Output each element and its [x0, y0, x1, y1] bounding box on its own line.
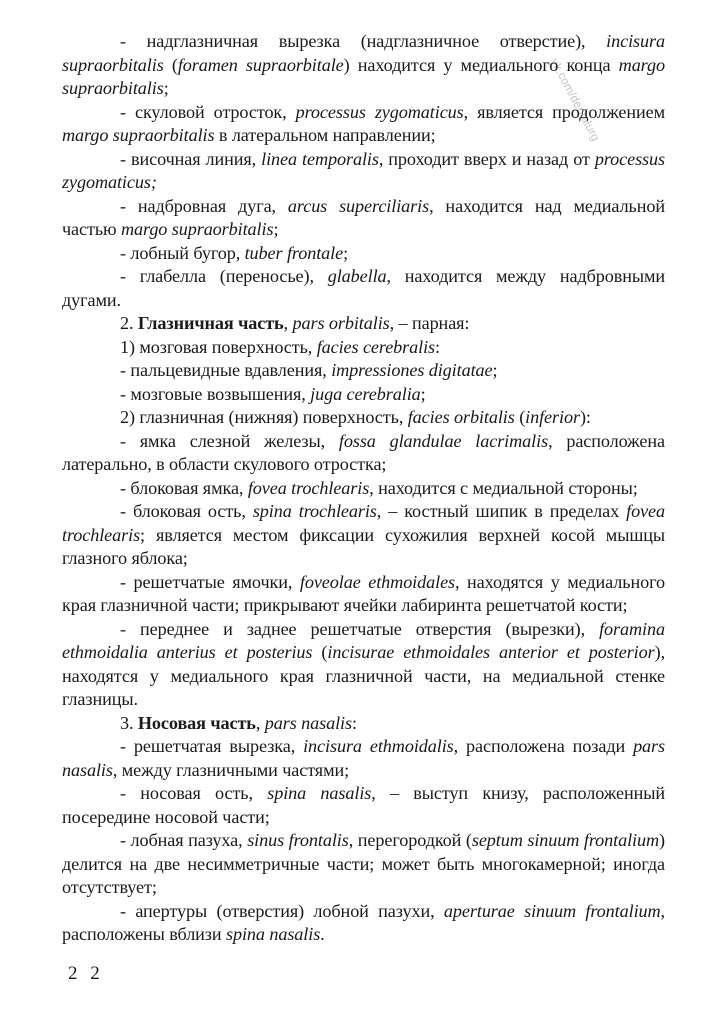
watermark: vk.com/dentalurg	[547, 56, 603, 144]
text-run: - скуловой отросток,	[120, 101, 296, 122]
paragraph	[62, 195, 665, 242]
text-run: , – костный шипик в пределах	[376, 501, 627, 521]
text-run: ;	[163, 78, 169, 98]
body-text	[62, 30, 665, 947]
paragraph	[62, 383, 665, 407]
latin-term: foramen supraorbitale	[177, 54, 344, 75]
text-run: .	[320, 924, 325, 944]
paragraph	[62, 477, 665, 501]
latin-term: spina nasalis	[267, 783, 372, 803]
paragraph	[62, 30, 665, 101]
text-run: - блоковая ямка,	[120, 477, 248, 498]
text-run: , является продолжением	[463, 101, 665, 122]
text-run: - глабелла (переносье),	[120, 266, 328, 286]
latin-term: septum sinuum frontalium	[471, 830, 660, 850]
text-run: - надбровная дуга,	[120, 195, 288, 216]
text-run: 2.	[120, 313, 138, 333]
paragraph	[62, 406, 665, 430]
text-run: - мозговые возвышения,	[120, 383, 311, 404]
text-run: ;	[343, 242, 349, 263]
text-run: - лобный бугор,	[120, 242, 245, 263]
text-run: - решетчатые ямочки,	[120, 571, 300, 592]
latin-term: glabella	[327, 266, 387, 286]
latin-term: foramina ethmoidalia anterius et posterius	[62, 618, 665, 662]
latin-term: spina trochlearis	[252, 501, 377, 521]
text-run: - лобная пазуха,	[120, 830, 248, 850]
latin-term: margo supraorbitalis	[62, 54, 665, 98]
text-run: :	[435, 336, 440, 357]
text-run: , находятся у медиального края глазничной части; прикрывают ячейки лабиринта решетчатой кости;	[62, 571, 665, 615]
text-run: - апертуры (отверстия) лобной пазухи,	[120, 900, 444, 921]
text-run: - носовая ость,	[120, 783, 268, 803]
latin-term: tuber frontale	[244, 242, 344, 263]
section-heading: Носовая часть	[137, 712, 256, 733]
paragraph	[62, 735, 665, 782]
latin-term: fovea trochlearis	[247, 477, 370, 498]
text-run: , расположена позади	[453, 736, 634, 756]
paragraph	[62, 312, 665, 336]
text-run: ), находятся у медиального края глазничной части, на медиальной стенке глазницы.	[62, 642, 666, 709]
text-run: , – выступ книзу, расположенный посередине носовой части;	[62, 783, 665, 827]
latin-term: sinus frontalis	[247, 830, 349, 850]
latin-term: incisura ethmoidalis	[303, 736, 454, 756]
text-run: ; является местом фиксации сухожилия верхней косой мышцы глазного яблока;	[62, 524, 665, 568]
paragraph	[62, 359, 665, 383]
text-run: ) делится на две несимметричные части; может быть многокамерной; иногда отсутствует;	[62, 830, 665, 897]
latin-term: margo supraorbitalis	[62, 125, 215, 145]
paragraph	[62, 571, 665, 618]
paragraph	[62, 500, 665, 571]
paragraph	[62, 148, 665, 195]
paragraph	[62, 900, 665, 947]
paragraph	[62, 829, 665, 900]
text-run: , расположены вблизи	[62, 900, 665, 944]
latin-term: fossa glandulae lacrimalis	[338, 430, 549, 451]
text-run: ,	[283, 313, 293, 333]
paragraph	[62, 242, 665, 266]
text-run: , расположена латерально, в области скулового отростка;	[62, 430, 665, 474]
paragraph	[62, 712, 665, 736]
latin-term: pars nasalis	[62, 736, 666, 780]
latin-term: margo supraorbitalis	[120, 219, 274, 239]
paragraph	[62, 265, 665, 312]
text-run: 3.	[120, 712, 138, 733]
paragraph	[62, 430, 665, 477]
latin-term: impressiones digitatae	[331, 360, 493, 380]
section-heading: Глазничная часть	[137, 313, 284, 333]
text-run: 2) глазничная (нижняя) поверхность,	[120, 407, 408, 427]
text-run: , находится над медиальной частью	[62, 195, 665, 239]
text-run: , между глазничными частями;	[112, 759, 350, 780]
text-run: - надглазничная вырезка (надглазничное отверстие),	[120, 31, 607, 51]
latin-term: incisurae ethmoidales anterior et posterior	[327, 642, 655, 662]
text-run: (	[163, 54, 178, 75]
text-run: , проходит вверх и назад от	[378, 148, 595, 169]
paragraph	[62, 782, 665, 829]
text-run: ):	[579, 407, 591, 427]
text-run: - пальцевидные вдавления,	[120, 360, 332, 380]
latin-term: facies orbitalis	[407, 407, 515, 427]
text-run: - блоковая ость,	[120, 501, 253, 521]
text-run: - решетчатая вырезка,	[120, 736, 304, 756]
text-run: 1) мозговая поверхность,	[120, 336, 317, 357]
text-run: - переднее и заднее решетчатые отверстия (вырезки),	[120, 618, 600, 639]
paragraph	[62, 618, 665, 712]
latin-term: juga cerebralia	[310, 383, 421, 404]
paragraph	[62, 336, 665, 360]
text-run: , находится между надбровными дугами.	[62, 266, 665, 310]
latin-term: aperturae sinuum frontalium	[443, 900, 661, 921]
latin-term: pars orbitalis	[292, 313, 390, 333]
latin-term: linea temporalis	[261, 148, 379, 169]
latin-term: inferior	[525, 407, 580, 427]
text-run: ;	[420, 383, 426, 404]
latin-term: fovea trochlearis	[62, 501, 666, 545]
text-run: , находится с медиальной стороны;	[369, 477, 638, 498]
latin-term: spina nasalis	[225, 924, 321, 944]
text-run: (	[312, 642, 328, 662]
latin-term: processus zygomaticus;	[62, 148, 665, 192]
text-run: ;	[273, 219, 279, 239]
page-number: 2 2	[68, 963, 104, 984]
text-run: , перегородкой (	[348, 830, 472, 850]
paragraph	[62, 101, 665, 148]
text-run: - височная линия,	[120, 148, 262, 169]
latin-term: processus zygomaticus	[295, 101, 464, 122]
text-run: (	[514, 407, 526, 427]
text-run: ;	[492, 360, 498, 380]
text-run: ,	[255, 712, 265, 733]
text-run: - ямка слезной железы,	[120, 430, 339, 451]
latin-term: arcus superciliaris	[287, 195, 430, 216]
text-run: в латеральном направлении;	[214, 125, 436, 145]
latin-term: facies cerebralis	[316, 336, 436, 357]
text-run: ) находится у медиального конца	[343, 54, 619, 75]
latin-term: foveolae ethmoidales	[299, 571, 456, 592]
text-run: , – парная:	[389, 313, 470, 333]
latin-term: pars nasalis	[264, 712, 352, 733]
latin-term: incisura supraorbitalis	[62, 31, 665, 75]
text-run: :	[351, 712, 357, 733]
